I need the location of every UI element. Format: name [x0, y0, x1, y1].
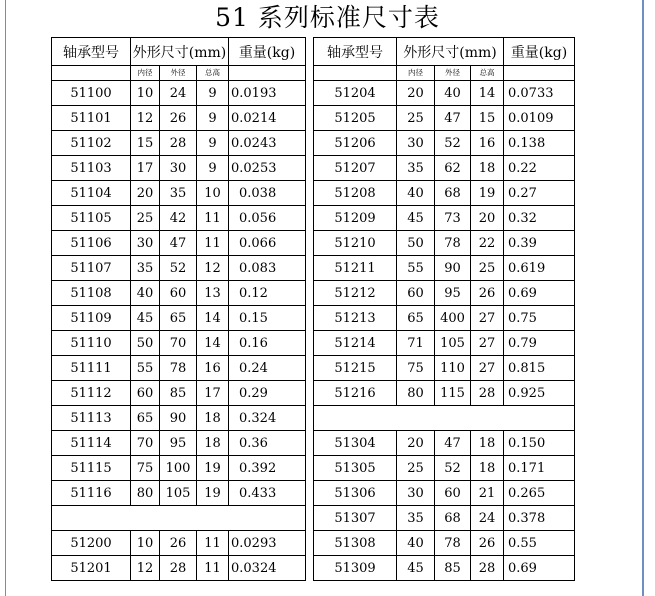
cell-outer: 90 — [160, 406, 197, 431]
column-gap — [306, 381, 314, 406]
cell-inner: 25 — [131, 206, 160, 231]
cell-inner: 40 — [397, 181, 435, 206]
cell-outer: 400 — [435, 306, 471, 331]
cell-inner: 75 — [131, 456, 160, 481]
cell-outer: 52 — [435, 131, 471, 156]
column-gap — [306, 156, 314, 181]
cell-inner: 25 — [397, 106, 435, 131]
cell-model: 51101 — [52, 106, 131, 131]
cell-weight: 0.79 — [504, 331, 575, 356]
cell-height: 18 — [471, 156, 504, 181]
subheader-row — [52, 66, 575, 81]
cell-weight: 0.0324 — [229, 556, 306, 581]
cell-inner: 45 — [397, 556, 435, 581]
table-row — [52, 531, 575, 556]
table-row — [52, 106, 575, 131]
table-row — [52, 406, 575, 431]
cell-inner: 30 — [397, 131, 435, 156]
cell-outer: 52 — [160, 256, 197, 281]
subheader-empty — [504, 66, 575, 81]
cell-model: 51304 — [314, 431, 397, 456]
cell-model: 51208 — [314, 181, 397, 206]
cell-weight: 0.0253 — [229, 156, 306, 181]
cell-outer: 105 — [435, 331, 471, 356]
cell-outer: 105 — [160, 481, 197, 506]
cell-outer: 26 — [160, 531, 197, 556]
cell-inner: 30 — [131, 231, 160, 256]
cell-model: 51105 — [52, 206, 131, 231]
cell-model: 51112 — [52, 381, 131, 406]
cell-weight: 0.0733 — [504, 81, 575, 106]
cell-outer: 60 — [160, 281, 197, 306]
table-row — [52, 156, 575, 181]
cell-outer: 85 — [435, 556, 471, 581]
empty-cell — [314, 406, 575, 431]
header-bearing-model: 轴承型号 — [52, 38, 131, 66]
cell-model: 51116 — [52, 481, 131, 506]
cell-height: 25 — [471, 256, 504, 281]
cell-weight: 0.0293 — [229, 531, 306, 556]
cell-height: 15 — [471, 106, 504, 131]
cell-outer: 73 — [435, 206, 471, 231]
cell-outer: 42 — [160, 206, 197, 231]
cell-model: 51114 — [52, 431, 131, 456]
cell-inner: 70 — [131, 431, 160, 456]
cell-outer: 78 — [160, 356, 197, 381]
table-row — [52, 81, 575, 106]
cell-weight: 0.22 — [504, 156, 575, 181]
cell-inner: 30 — [397, 481, 435, 506]
column-gap — [306, 181, 314, 206]
cell-weight: 0.75 — [504, 306, 575, 331]
cell-height: 18 — [197, 406, 229, 431]
header-weight: 重量(kg) — [229, 38, 306, 66]
left-frame-border — [5, 0, 6, 596]
cell-model: 51100 — [52, 81, 131, 106]
cell-inner: 65 — [131, 406, 160, 431]
cell-outer: 26 — [160, 106, 197, 131]
cell-weight: 0.378 — [504, 506, 575, 531]
cell-weight: 0.138 — [504, 131, 575, 156]
cell-weight: 0.815 — [504, 356, 575, 381]
cell-model: 51209 — [314, 206, 397, 231]
cell-height: 19 — [471, 181, 504, 206]
cell-inner: 10 — [131, 531, 160, 556]
cell-model: 51216 — [314, 381, 397, 406]
cell-inner: 40 — [131, 281, 160, 306]
table-row — [52, 556, 575, 581]
cell-height: 14 — [197, 331, 229, 356]
cell-model: 51205 — [314, 106, 397, 131]
cell-outer: 78 — [435, 231, 471, 256]
cell-model: 51102 — [52, 131, 131, 156]
cell-model: 51108 — [52, 281, 131, 306]
cell-model: 51212 — [314, 281, 397, 306]
cell-height: 9 — [197, 131, 229, 156]
cell-model: 51211 — [314, 256, 397, 281]
table-row — [52, 181, 575, 206]
column-gap — [306, 231, 314, 256]
cell-height: 18 — [471, 431, 504, 456]
cell-inner: 35 — [397, 156, 435, 181]
cell-model: 51106 — [52, 231, 131, 256]
table-row — [52, 131, 575, 156]
column-gap — [306, 106, 314, 131]
subheader-outer-dia: 外径 — [435, 66, 471, 81]
cell-height: 17 — [197, 381, 229, 406]
cell-height: 9 — [197, 106, 229, 131]
cell-inner: 65 — [397, 306, 435, 331]
cell-model: 51308 — [314, 531, 397, 556]
table-row — [52, 356, 575, 381]
cell-weight: 0.39 — [504, 231, 575, 256]
subheader-empty — [52, 66, 131, 81]
column-gap — [306, 506, 314, 531]
column-gap — [306, 431, 314, 456]
header-dimensions: 外形尺寸(mm) — [131, 38, 229, 66]
cell-inner: 80 — [397, 381, 435, 406]
cell-weight: 0.29 — [229, 381, 306, 406]
cell-inner: 45 — [397, 206, 435, 231]
cell-height: 10 — [197, 181, 229, 206]
column-gap — [306, 481, 314, 506]
column-gap — [306, 131, 314, 156]
cell-inner: 50 — [131, 331, 160, 356]
cell-inner: 17 — [131, 156, 160, 181]
column-gap — [306, 456, 314, 481]
table-row — [52, 381, 575, 406]
column-gap — [306, 356, 314, 381]
cell-weight: 0.0109 — [504, 106, 575, 131]
column-gap — [306, 331, 314, 356]
table-row — [52, 506, 575, 531]
cell-model: 51107 — [52, 256, 131, 281]
cell-outer: 30 — [160, 156, 197, 181]
cell-model: 51213 — [314, 306, 397, 331]
cell-outer: 62 — [435, 156, 471, 181]
table-row — [52, 456, 575, 481]
subheader-inner-dia: 内径 — [397, 66, 435, 81]
cell-height: 18 — [197, 431, 229, 456]
cell-height: 9 — [197, 156, 229, 181]
cell-inner: 55 — [131, 356, 160, 381]
column-gap — [306, 281, 314, 306]
cell-outer: 60 — [435, 481, 471, 506]
cell-inner: 20 — [397, 81, 435, 106]
cell-weight: 0.392 — [229, 456, 306, 481]
cell-inner: 35 — [397, 506, 435, 531]
table-row — [52, 306, 575, 331]
subheader-height: 总高 — [197, 66, 229, 81]
cell-outer: 47 — [160, 231, 197, 256]
cell-inner: 60 — [397, 281, 435, 306]
cell-height: 20 — [471, 206, 504, 231]
cell-inner: 75 — [397, 356, 435, 381]
cell-inner: 20 — [397, 431, 435, 456]
cell-outer: 115 — [435, 381, 471, 406]
cell-inner: 20 — [131, 181, 160, 206]
cell-inner: 25 — [397, 456, 435, 481]
cell-outer: 100 — [160, 456, 197, 481]
cell-height: 12 — [197, 256, 229, 281]
cell-height: 16 — [197, 356, 229, 381]
cell-outer: 35 — [160, 181, 197, 206]
cell-weight: 0.0214 — [229, 106, 306, 131]
cell-inner: 60 — [131, 381, 160, 406]
cell-weight: 0.925 — [504, 381, 575, 406]
cell-height: 21 — [471, 481, 504, 506]
cell-outer: 95 — [435, 281, 471, 306]
cell-height: 27 — [471, 306, 504, 331]
cell-weight: 0.066 — [229, 231, 306, 256]
cell-model: 51309 — [314, 556, 397, 581]
page-title: 51 系列标准尺寸表 — [215, 3, 440, 32]
cell-inner: 45 — [131, 306, 160, 331]
empty-cell — [52, 506, 306, 531]
cell-outer: 95 — [160, 431, 197, 456]
cell-inner: 55 — [397, 256, 435, 281]
subheader-height: 总高 — [471, 66, 504, 81]
cell-weight: 0.265 — [504, 481, 575, 506]
cell-model: 51214 — [314, 331, 397, 356]
cell-inner: 15 — [131, 131, 160, 156]
cell-model: 51201 — [52, 556, 131, 581]
cell-height: 14 — [471, 81, 504, 106]
cell-height: 19 — [197, 481, 229, 506]
cell-model: 51307 — [314, 506, 397, 531]
subheader-empty — [229, 66, 306, 81]
cell-height: 26 — [471, 531, 504, 556]
cell-model: 51215 — [314, 356, 397, 381]
column-gap — [306, 406, 314, 431]
cell-height: 11 — [197, 531, 229, 556]
cell-model: 51110 — [52, 331, 131, 356]
column-gap — [306, 38, 314, 81]
column-gap — [306, 206, 314, 231]
column-gap — [306, 256, 314, 281]
cell-weight: 0.27 — [504, 181, 575, 206]
cell-outer: 68 — [435, 181, 471, 206]
cell-outer: 68 — [435, 506, 471, 531]
cell-model: 51109 — [52, 306, 131, 331]
cell-model: 51200 — [52, 531, 131, 556]
cell-outer: 70 — [160, 331, 197, 356]
cell-inner: 50 — [397, 231, 435, 256]
cell-outer: 47 — [435, 106, 471, 131]
cell-height: 11 — [197, 206, 229, 231]
cell-height: 9 — [197, 81, 229, 106]
cell-inner: 40 — [397, 531, 435, 556]
cell-model: 51111 — [52, 356, 131, 381]
cell-outer: 110 — [435, 356, 471, 381]
subheader-empty — [314, 66, 397, 81]
cell-model: 51104 — [52, 181, 131, 206]
cell-inner: 80 — [131, 481, 160, 506]
cell-outer: 28 — [160, 131, 197, 156]
header-bearing-model: 轴承型号 — [314, 38, 397, 66]
cell-outer: 78 — [435, 531, 471, 556]
cell-outer: 28 — [160, 556, 197, 581]
table-row — [52, 331, 575, 356]
cell-height: 18 — [471, 456, 504, 481]
cell-outer: 24 — [160, 81, 197, 106]
cell-weight: 0.32 — [504, 206, 575, 231]
cell-weight: 0.038 — [229, 181, 306, 206]
cell-outer: 65 — [160, 306, 197, 331]
column-gap — [306, 306, 314, 331]
table-row — [52, 256, 575, 281]
cell-weight: 0.15 — [229, 306, 306, 331]
cell-outer: 85 — [160, 381, 197, 406]
cell-height: 26 — [471, 281, 504, 306]
cell-height: 19 — [197, 456, 229, 481]
cell-weight: 0.056 — [229, 206, 306, 231]
cell-model: 51204 — [314, 81, 397, 106]
cell-weight: 0.12 — [229, 281, 306, 306]
cell-height: 11 — [197, 556, 229, 581]
cell-height: 14 — [197, 306, 229, 331]
cell-height: 16 — [471, 131, 504, 156]
cell-weight: 0.619 — [504, 256, 575, 281]
cell-inner: 71 — [397, 331, 435, 356]
table-row — [52, 281, 575, 306]
header-row — [52, 38, 575, 66]
cell-weight: 0.69 — [504, 281, 575, 306]
header-weight: 重量(kg) — [504, 38, 575, 66]
cell-height: 28 — [471, 556, 504, 581]
table-row — [52, 231, 575, 256]
cell-weight: 0.16 — [229, 331, 306, 356]
cell-height: 27 — [471, 331, 504, 356]
cell-weight: 0.55 — [504, 531, 575, 556]
bearing-size-table — [51, 37, 575, 581]
column-gap — [306, 531, 314, 556]
cell-weight: 0.083 — [229, 256, 306, 281]
cell-outer: 52 — [435, 456, 471, 481]
cell-model: 51103 — [52, 156, 131, 181]
table-row — [52, 206, 575, 231]
subheader-inner-dia: 内径 — [131, 66, 160, 81]
cell-inner: 12 — [131, 556, 160, 581]
cell-weight: 0.0243 — [229, 131, 306, 156]
cell-model: 51115 — [52, 456, 131, 481]
cell-weight: 0.36 — [229, 431, 306, 456]
cell-model: 51206 — [314, 131, 397, 156]
cell-weight: 0.150 — [504, 431, 575, 456]
cell-height: 13 — [197, 281, 229, 306]
cell-outer: 90 — [435, 256, 471, 281]
cell-weight: 0.171 — [504, 456, 575, 481]
cell-model: 51113 — [52, 406, 131, 431]
cell-outer: 40 — [435, 81, 471, 106]
cell-model: 51305 — [314, 456, 397, 481]
cell-height: 28 — [471, 381, 504, 406]
cell-inner: 12 — [131, 106, 160, 131]
cell-weight: 0.0193 — [229, 81, 306, 106]
cell-height: 22 — [471, 231, 504, 256]
column-gap — [306, 556, 314, 581]
cell-weight: 0.324 — [229, 406, 306, 431]
table-row — [52, 431, 575, 456]
cell-weight: 0.69 — [504, 556, 575, 581]
cell-inner: 35 — [131, 256, 160, 281]
cell-height: 27 — [471, 356, 504, 381]
cell-inner: 10 — [131, 81, 160, 106]
cell-height: 24 — [471, 506, 504, 531]
cell-weight: 0.433 — [229, 481, 306, 506]
column-gap — [306, 81, 314, 106]
cell-model: 51210 — [314, 231, 397, 256]
subheader-outer-dia: 外径 — [160, 66, 197, 81]
right-frame-border — [642, 0, 644, 596]
header-dimensions: 外形尺寸(mm) — [397, 38, 504, 66]
cell-model: 51306 — [314, 481, 397, 506]
cell-height: 11 — [197, 231, 229, 256]
table-row — [52, 481, 575, 506]
cell-weight: 0.24 — [229, 356, 306, 381]
cell-outer: 47 — [435, 431, 471, 456]
cell-model: 51207 — [314, 156, 397, 181]
